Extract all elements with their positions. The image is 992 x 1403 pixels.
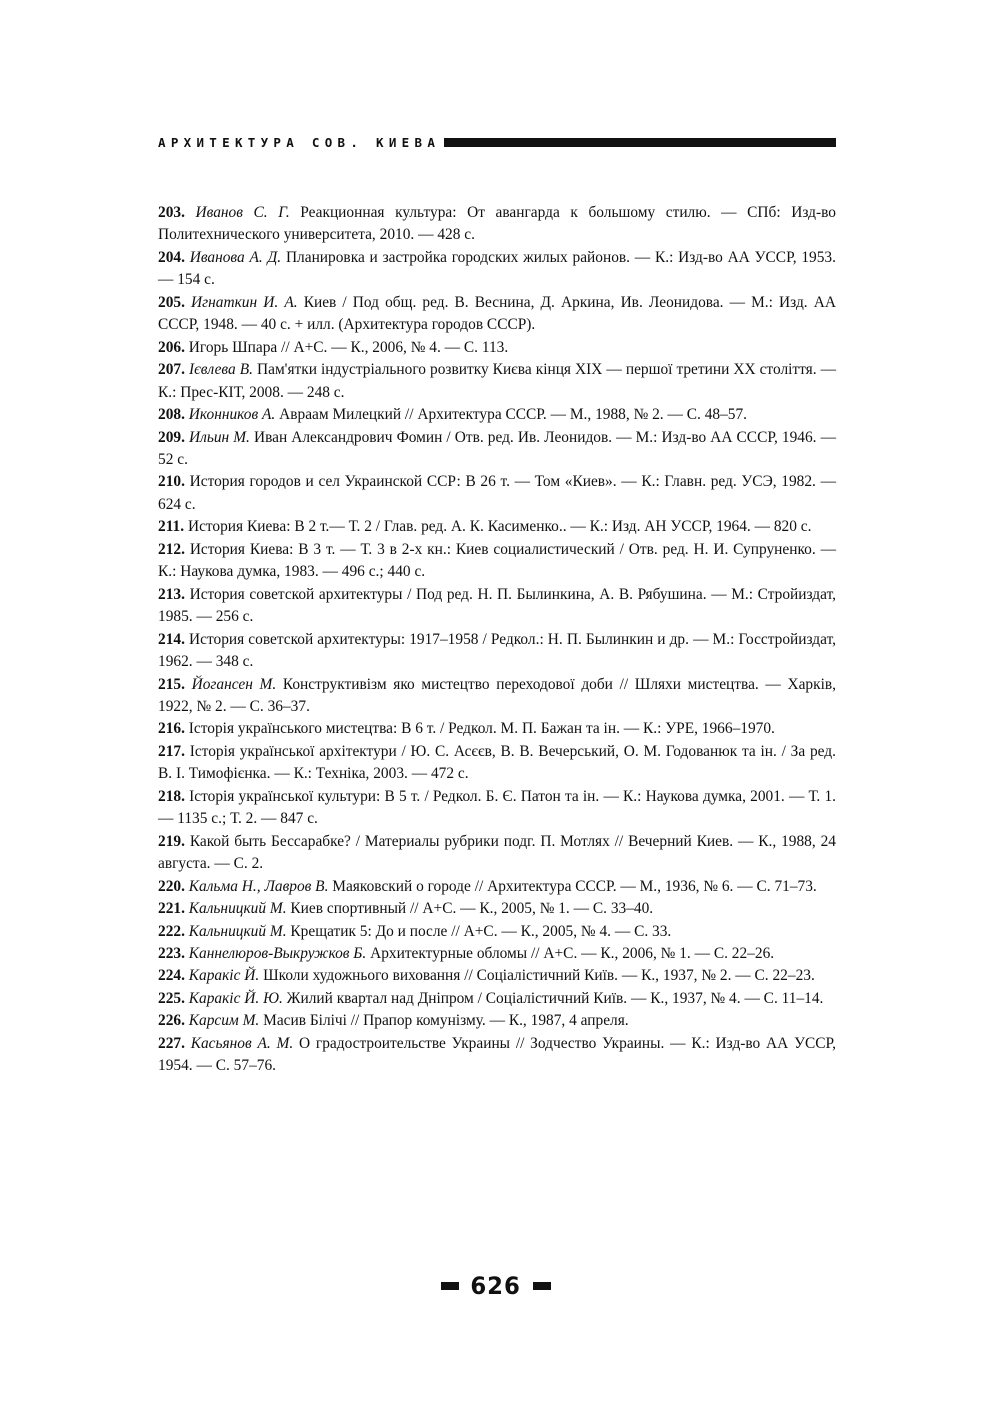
entry-text: Планировка и застройка городских жилых районов. — К.: Изд-во АА УССР, 1953. — 154 с. — [158, 248, 836, 289]
entry-number: 216. — [158, 720, 185, 738]
entry-text: Масив Білічі // Прапор комунізму. — К., 1987, 4 апреля. — [263, 1012, 629, 1030]
entry-author: Иконников А. — [188, 406, 276, 424]
entry-number: 210. — [158, 473, 185, 491]
entry-number: 223. — [158, 944, 185, 962]
entry-number: 213. — [158, 585, 185, 603]
entry-text: Реакционная культура: От авангарда к большому стилю. — СПб: Изд-во Политехнического университета, 2010. — 428 с. — [158, 204, 836, 244]
entry-number: 211. — [158, 518, 185, 536]
entry-number: 205. — [158, 293, 185, 311]
bibliography-entry — [158, 584, 836, 629]
entry-number: 206. — [158, 338, 185, 356]
entry-number: 207. — [158, 361, 185, 379]
bibliography-entry — [158, 1010, 836, 1032]
entry-text: Маяковский о городе // Архитектура СССР. — М., 1936, № 6. — С. 71–73. — [332, 877, 817, 895]
entry-number: 217. — [158, 742, 185, 760]
entry-text: Конструктивізм яко мистецтво переходової доби // Шляхи мистецтва. — Харків, 1922, № 2. — С. 36–37. — [158, 675, 836, 715]
entry-text: Какой быть Бессарабке? / Материалы рубрики подг. П. Мотлях // Вечерний Киев. — К., 1988, 24 августа. — С. 2. — [158, 832, 836, 873]
entry-text: Игорь Шпара // А+С. — К., 2006, № 4. — С. 113. — [188, 338, 509, 356]
entry-number: 212. — [158, 540, 185, 558]
entry-text: Авраам Милецкий // Архитектура СССР. — М., 1988, № 2. — С. 48–57. — [279, 406, 748, 424]
entry-number: 226. — [158, 1012, 185, 1030]
entry-text: Жилий квартал над Дніпром / Соціалістичний Київ. — К., 1937, № 4. — С. 11–14. — [286, 989, 824, 1007]
entry-number: 220. — [158, 877, 185, 895]
bibliography-entry — [158, 988, 836, 1010]
running-header — [158, 131, 836, 153]
entry-text: История советской архитектуры: 1917–1958 / Редкол.: Н. П. Былинкин и др. — М.: Госстройиздат, 1962. — 348 с. — [158, 630, 836, 671]
bibliography-list — [158, 202, 836, 1078]
entry-text: История советской архитектуры / Под ред. Н. П. Былинкина, А. В. Рябушина. — М.: Стройиздат, 1985. — 256 с. — [158, 585, 836, 626]
entry-number: 209. — [158, 428, 185, 446]
bibliography-entry — [158, 965, 836, 987]
entry-number: 224. — [158, 967, 185, 985]
entry-number: 227. — [158, 1034, 185, 1052]
entry-author: Карсим М. — [188, 1012, 260, 1030]
entry-author: Игнаткин И. А. — [191, 293, 298, 311]
entry-text: История городов и сел Украинской ССР: В 26 т. — Том «Киев». — К.: Главн. ред. УСЭ, 1982. — 624 с. — [158, 473, 836, 513]
bibliography-entry — [158, 359, 836, 404]
bibliography-entry — [158, 831, 836, 876]
entry-author: Кальницкий М. — [188, 922, 287, 940]
entry-text: Історія української архітектури / Ю. С. Асєєв, В. В. Вечерський, О. М. Годованюк та ін. / За ред. В. І. Тимофієнка. — К.: Техніка, 2003. — 472 с. — [158, 742, 836, 783]
running-header-title: АРХИТЕКТУРА СОВ. КИЕВА — [158, 134, 441, 150]
bibliography-entry — [158, 898, 836, 920]
bibliography-entry — [158, 404, 836, 426]
entry-author: Каракіс Й. Ю. — [188, 989, 283, 1007]
entry-author: Иванова А. Д. — [189, 248, 282, 266]
entry-number: 208. — [158, 406, 185, 424]
footer-bar-right — [533, 1282, 551, 1290]
bibliography-entry — [158, 516, 836, 538]
header-rule — [444, 138, 836, 147]
entry-number: 222. — [158, 922, 185, 940]
entry-text: Архитектурные обломы // А+С. — К., 2006, № 1. — С. 22–26. — [370, 944, 775, 962]
entry-text: Киев спортивный // А+С. — К., 2005, № 1. — С. 33–40. — [290, 900, 654, 918]
footer-bar-left — [441, 1282, 459, 1290]
entry-text: История Киева: В 2 т.— Т. 2 / Глав. ред. А. К. Касименко.. — К.: Изд. АН УССР, 1964. — 820 с. — [187, 518, 812, 536]
bibliography-entry — [158, 674, 836, 719]
bibliography-entry — [158, 471, 836, 516]
bibliography-entry — [158, 247, 836, 292]
bibliography-entry — [158, 741, 836, 786]
entry-number: 221. — [158, 900, 185, 918]
bibliography-entry — [158, 1033, 836, 1078]
bibliography-entry — [158, 337, 836, 359]
entry-text: Історія українського мистецтва: В 6 т. / Редкол. М. П. Бажан та ін. — К.: УРЕ, 1966–1970. — [188, 720, 775, 738]
bibliography-entry — [158, 292, 836, 337]
entry-number: 225. — [158, 989, 185, 1007]
entry-text: Школи художнього виховання // Соціалістичний Київ. — К., 1937, № 2. — С. 22–23. — [263, 967, 815, 985]
bibliography-entry — [158, 943, 836, 965]
entry-author: Иванов С. Г. — [195, 204, 290, 221]
entry-text: Иван Александрович Фомин / Отв. ред. Ив. Леонидов. — М.: Изд-во АА СССР, 1946. — 52 с. — [158, 428, 836, 468]
entry-text: Киев / Под общ. ред. В. Веснина, Д. Аркина, Ив. Леонидова. — М.: Изд. АА СССР, 1948. — 40 с. + илл. (Архитектура городов СССР). — [158, 293, 836, 334]
entry-author: Кальницкий М. — [188, 900, 287, 918]
entry-author: Кальма Н., Лавров В. — [188, 877, 329, 895]
bibliography-entry — [158, 427, 836, 472]
page-footer — [0, 1272, 992, 1300]
bibliography-entry — [158, 718, 836, 740]
bibliography-entry — [158, 786, 836, 831]
bibliography-entry — [158, 539, 836, 584]
entry-number: 215. — [158, 675, 185, 693]
entry-author: Каракіс Й. — [188, 967, 260, 985]
entry-author: Йогансен М. — [191, 675, 277, 693]
entry-text: Історія української культури: В 5 т. / Редкол. Б. Є. Патон та ін. — К.: Наукова думка, 2001. — Т. 1. — 1135 с.; Т. 2. — 847 с. — [158, 787, 836, 828]
entry-text: Крещатик 5: До и после // А+С. — К., 2005, № 4. — С. 33. — [290, 922, 672, 940]
entry-number: 204. — [158, 248, 185, 266]
bibliography-entry — [158, 202, 836, 247]
entry-author: Ієвлева В. — [188, 361, 253, 379]
entry-number: 218. — [158, 787, 185, 805]
entry-text: О градостроительстве Украины // Зодчество Украины. — К.: Изд-во АА УССР, 1954. — С. 57–76. — [158, 1034, 836, 1075]
entry-author: Касьянов А. М. — [190, 1034, 294, 1052]
bibliography-entry — [158, 876, 836, 898]
entry-number: 214. — [158, 630, 185, 648]
bibliography-entry — [158, 629, 836, 674]
entry-text: Пам'ятки індустріального розвитку Києва кінця XIX — першої третини XX століття. — К.: Прес-КІТ, 2008. — 248 с. — [158, 361, 836, 401]
entry-number: 203. — [158, 204, 185, 221]
entry-author: Ильин М. — [189, 428, 250, 446]
bibliography-entry — [158, 921, 836, 943]
entry-text: История Киева: В 3 т. — Т. 3 в 2-х кн.: Киев социалистический / Отв. ред. Н. И. Супруненко. — К.: Наукова думка, 1983. — 496 с.; 440 с. — [158, 540, 836, 581]
page-number: 626 — [470, 1272, 522, 1300]
entry-number: 219. — [158, 832, 185, 850]
entry-author: Каннелюров-Выкружков Б. — [188, 944, 367, 962]
